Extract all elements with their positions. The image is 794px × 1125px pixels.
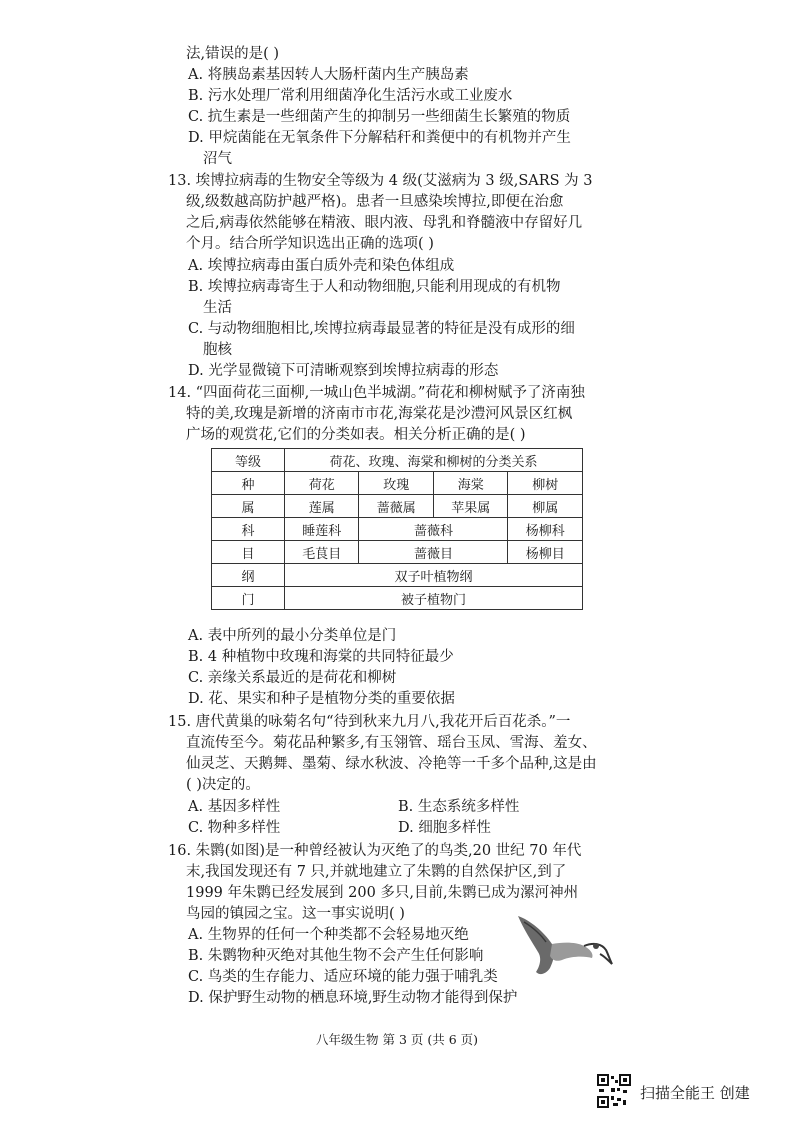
q13-option-b-cont: 生活: [203, 300, 232, 316]
q14-option-b: B. 4 种植物中玫瑰和海棠的共同特征最少: [188, 649, 454, 665]
table-cell: 毛茛目: [285, 541, 359, 564]
q13-option-d: D. 光学显微镜下可清晰观察到埃博拉病毒的形态: [188, 363, 499, 379]
q16-stem-2: 末,我国发现还有 7 只,并就地建立了朱鹮的自然保护区,到了: [186, 864, 567, 880]
q14-stem-1: 14. “四面荷花三面柳,一城山色半城湖。”荷花和柳树赋予了济南独: [168, 385, 585, 401]
table-row: [212, 541, 583, 564]
table-cell: 蔷薇科: [359, 518, 508, 541]
table-cell: 纲: [212, 564, 285, 587]
q16-option-d: D. 保护野生动物的栖息环境,野生动物才能得到保护: [188, 990, 518, 1006]
table-row: [212, 564, 583, 587]
q12-option-a: A. 将胰岛素基因转人大肠杆菌内生产胰岛素: [188, 67, 469, 83]
table-cell: 目: [212, 541, 285, 564]
q15-option-d: D. 细胞多样性: [398, 820, 491, 836]
q16-stem-4: 鸟园的镇园之宝。这一事实说明( ): [186, 906, 405, 922]
table-cell: 苹果属: [433, 495, 507, 518]
table-cell: 海棠: [433, 472, 507, 495]
q14-stem-2: 特的美,玫瑰是新增的济南市市花,海棠花是沙澧河风景区红枫: [186, 406, 573, 422]
classification-table: [211, 448, 583, 610]
q15-option-a: A. 基因多样性: [188, 799, 281, 815]
q13-stem-1: 13. 埃博拉病毒的生物安全等级为 4 级(艾滋病为 3 级,SARS 为 3: [168, 173, 593, 189]
table-cell: 蔷薇属: [359, 495, 433, 518]
table-cell: 被子植物门: [285, 587, 583, 610]
table-header-level: 等级: [212, 449, 285, 472]
table-cell: 杨柳科: [508, 518, 583, 541]
q13-option-c-cont: 胞核: [203, 342, 232, 358]
table-cell: 蔷薇目: [359, 541, 508, 564]
table-cell: 种: [212, 472, 285, 495]
table-cell: 玫瑰: [359, 472, 433, 495]
qr-code-icon: [597, 1074, 631, 1108]
q13-option-b: B. 埃博拉病毒寄生于人和动物细胞,只能利用现成的有机物: [188, 279, 561, 295]
q12-option-d-cont: 沼气: [203, 151, 232, 167]
table-cell: 柳属: [508, 495, 583, 518]
q14-stem-3: 广场的观赏花,它们的分类如表。相关分析正确的是( ): [186, 427, 526, 443]
table-row: [212, 518, 583, 541]
q15-option-c: C. 物种多样性: [188, 820, 281, 836]
table-cell: 属: [212, 495, 285, 518]
q12-option-b: B. 污水处理厂常利用细菌净化生活污水或工业废水: [188, 88, 513, 104]
q12-option-c: C. 抗生素是一些细菌产生的抑制另一些细菌生长繁殖的物质: [188, 109, 571, 125]
table-cell: 柳树: [508, 472, 583, 495]
q13-stem-4: 个月。结合所学知识选出正确的选项( ): [186, 236, 434, 252]
q13-option-a: A. 埃博拉病毒由蛋白质外壳和染色体组成: [188, 258, 455, 274]
q16-stem-1: 16. 朱鹮(如图)是一种曾经被认为灭绝了的鸟类,20 世纪 70 年代: [168, 843, 582, 859]
page-footer: 八年级生物 第 3 页 (共 6 页): [316, 1032, 478, 1047]
table-cell: 荷花: [285, 472, 359, 495]
scanner-watermark: 扫描全能王 创建: [640, 1084, 750, 1102]
q15-stem-2: 直流传至今。菊花品种繁多,有玉翎管、瑶台玉凤、雪海、羞女、: [186, 735, 597, 751]
q13-stem-3: 之后,病毒依然能够在精液、眼内液、母乳和脊髓液中存留好几: [186, 215, 583, 231]
q12-option-d: D. 甲烷菌能在无氧条件下分解秸秆和粪便中的有机物并产生: [188, 130, 571, 146]
q15-stem-4: ( )决定的。: [186, 777, 260, 793]
q16-stem-3: 1999 年朱鹮已经发展到 200 多只,目前,朱鹮已成为漯河神州: [186, 885, 579, 901]
crested-ibis-image: [510, 912, 614, 978]
table-cell: 双子叶植物纲: [285, 564, 583, 587]
q16-option-b: B. 朱鹮物种灭绝对其他生物不会产生任何影响: [188, 948, 484, 964]
q16-option-a: A. 生物界的任何一个种类都不会轻易地灭绝: [188, 927, 469, 943]
table-row: [212, 495, 583, 518]
q15-option-b: B. 生态系统多样性: [398, 799, 520, 815]
q14-option-a: A. 表中所列的最小分类单位是门: [188, 628, 397, 644]
q15-stem-1: 15. 唐代黄巢的咏菊名句“待到秋来九月八,我花开后百花杀。”一: [168, 714, 571, 730]
table-cell: 睡莲科: [285, 518, 359, 541]
q14-option-d: D. 花、果实和种子是植物分类的重要依据: [188, 691, 455, 707]
table-cell: 莲属: [285, 495, 359, 518]
table-cell: 科: [212, 518, 285, 541]
table-cell: 门: [212, 587, 285, 610]
q12-stem-tail: 法,错误的是( ): [186, 46, 280, 62]
q13-option-c: C. 与动物细胞相比,埃博拉病毒最显著的特征是没有成形的细: [188, 321, 575, 337]
table-cell: 杨柳目: [508, 541, 583, 564]
q13-stem-2: 级,级数越高防护越严格)。患者一旦感染埃博拉,即便在治愈: [186, 194, 564, 210]
table-row: [212, 449, 583, 472]
table-row: [212, 587, 583, 610]
q16-option-c: C. 鸟类的生存能力、适应环境的能力强于哺乳类: [188, 969, 498, 985]
q15-stem-3: 仙灵芝、天鹅舞、墨菊、绿水秋波、冷艳等一千多个品种,这是由: [186, 756, 597, 772]
q14-option-c: C. 亲缘关系最近的是荷花和柳树: [188, 670, 397, 686]
table-header-title: 荷花、玫瑰、海棠和柳树的分类关系: [285, 449, 583, 472]
table-row: [212, 472, 583, 495]
